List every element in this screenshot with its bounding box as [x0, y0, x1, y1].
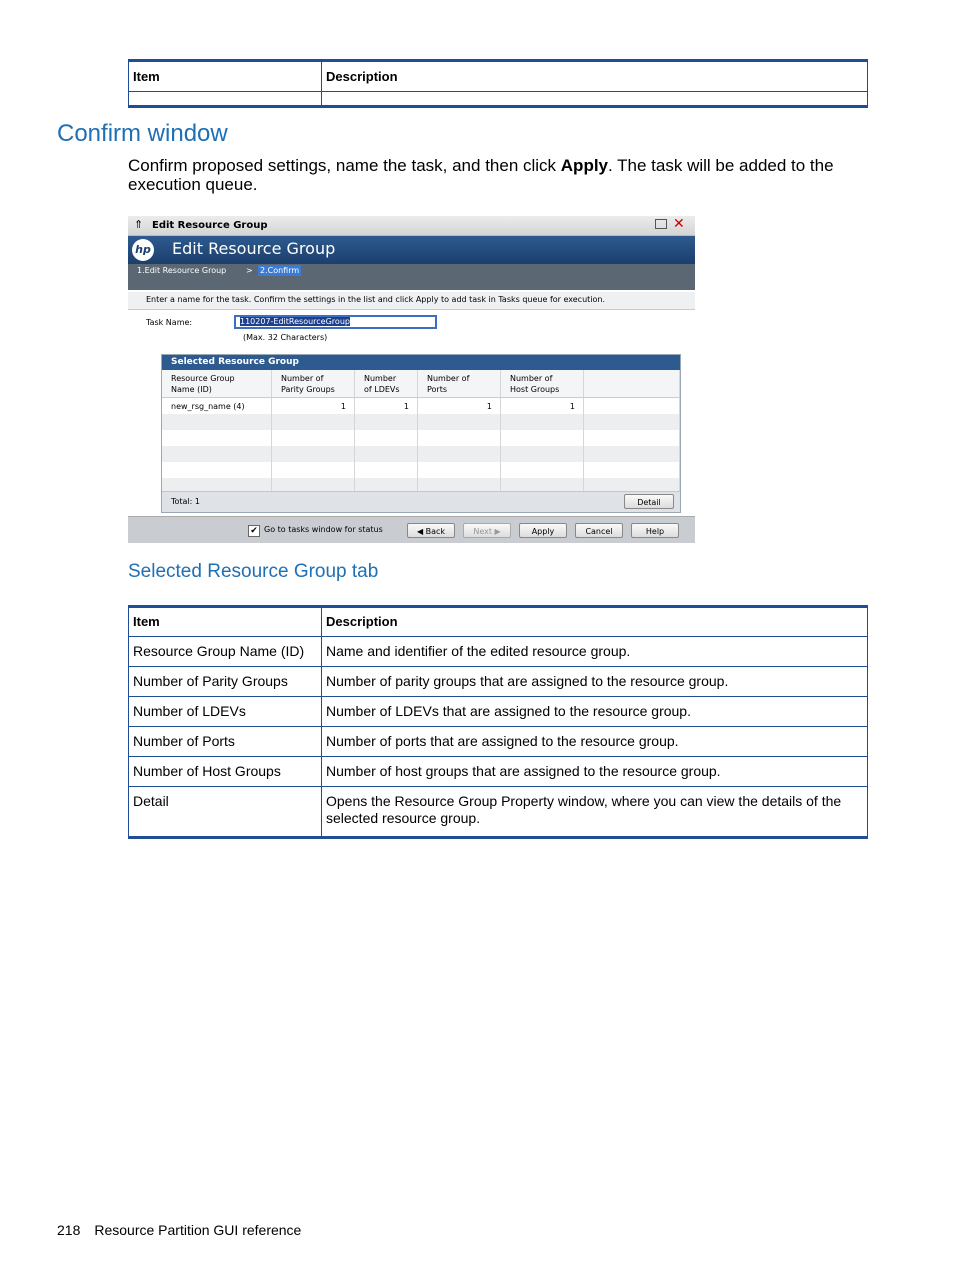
- top-table: [128, 59, 868, 108]
- panel-footer: [162, 491, 680, 512]
- cell-description: Number of ports that are assigned to the resource group.: [322, 727, 868, 757]
- banner: [128, 236, 695, 264]
- collapse-icon[interactable]: ⇑: [134, 218, 144, 231]
- body-text-bold: Apply: [560, 156, 609, 175]
- window-title: Edit Resource Group: [152, 220, 268, 231]
- wizard-steps: [128, 264, 695, 290]
- description-table: [128, 605, 868, 839]
- empty-cell: [322, 92, 868, 107]
- cell-item: Detail: [129, 787, 322, 838]
- column-header-name[interactable]: Resource Group Name (ID): [162, 370, 272, 398]
- table-row: [162, 446, 680, 462]
- cell-item: Number of Host Groups: [129, 757, 322, 787]
- window-titlebar: [128, 216, 695, 236]
- table-row: [129, 757, 868, 787]
- task-name-value: 110207-EditResourceGroup: [240, 317, 350, 326]
- step-confirm: 2.Confirm: [260, 266, 300, 275]
- step-edit-resource-group: 1.Edit Resource Group: [137, 266, 227, 275]
- footer-section-title: Resource Partition GUI reference: [94, 1222, 302, 1238]
- next-button[interactable]: Next ▶: [463, 523, 511, 538]
- column-header-host-groups[interactable]: Number of Host Groups: [501, 370, 584, 398]
- cell-ldevs: 1: [355, 398, 418, 415]
- table-row: [129, 787, 868, 838]
- cell-name: new_rsg_name (4): [162, 398, 272, 415]
- go-to-tasks-label: Go to tasks window for status: [264, 525, 383, 534]
- edit-resource-group-window: [128, 216, 695, 543]
- column-header-ldevs[interactable]: Number of LDEVs: [355, 370, 418, 398]
- cell-item: Number of Parity Groups: [129, 667, 322, 697]
- section-heading-confirm-window: Confirm window: [57, 120, 228, 147]
- detail-button[interactable]: Detail: [624, 494, 674, 509]
- help-button[interactable]: Help: [631, 523, 679, 538]
- cell-item: Resource Group Name (ID): [129, 637, 322, 667]
- body-text-post: . The task will be added to the execution queue.: [128, 156, 834, 194]
- apply-button[interactable]: Apply: [519, 523, 567, 538]
- back-button[interactable]: ◀ Back: [407, 523, 455, 538]
- column-header-empty: [584, 370, 680, 398]
- task-name-input[interactable]: [234, 315, 437, 329]
- table-row: [129, 637, 868, 667]
- table-row: [162, 414, 680, 430]
- resource-group-grid: [162, 370, 680, 494]
- table-row: [129, 697, 868, 727]
- cell-description: Opens the Resource Group Property window, where you can view the details of the selected resource group.: [322, 787, 868, 838]
- maximize-icon[interactable]: [655, 219, 667, 229]
- column-header-description: Description: [322, 61, 868, 92]
- section-heading-selected-resource-group-tab: Selected Resource Group tab: [128, 561, 379, 582]
- cell-description: Number of LDEVs that are assigned to the resource group.: [322, 697, 868, 727]
- task-name-label: Task Name:: [146, 318, 193, 327]
- page-number: 218: [57, 1222, 81, 1238]
- hp-logo: hp: [132, 239, 154, 261]
- cell-host-groups: 1: [501, 398, 584, 415]
- table-row: [129, 727, 868, 757]
- close-icon[interactable]: ✕: [673, 216, 685, 232]
- cell-empty: [584, 398, 680, 415]
- column-header-item: Item: [129, 607, 322, 637]
- table-row: [162, 430, 680, 446]
- panel-title: Selected Resource Group: [162, 355, 680, 370]
- cancel-button[interactable]: Cancel: [575, 523, 623, 538]
- total-count: Total: 1: [171, 497, 201, 506]
- window-button-bar: [128, 516, 695, 543]
- table-row: [129, 667, 868, 697]
- page-footer: [57, 1222, 315, 1238]
- cell-ports: 1: [418, 398, 501, 415]
- banner-title: Edit Resource Group: [172, 239, 336, 258]
- cell-description: Name and identifier of the edited resource group.: [322, 637, 868, 667]
- column-header-item: Item: [129, 61, 322, 92]
- task-name-hint: (Max. 32 Characters): [243, 333, 328, 342]
- section-body: [128, 156, 858, 194]
- selected-resource-group-panel: [161, 354, 681, 513]
- instruction-text: Enter a name for the task. Confirm the settings in the list and click Apply to add task in Tasks queue for execution.: [146, 295, 606, 304]
- go-to-tasks-checkbox[interactable]: ✔: [248, 525, 260, 537]
- cell-item: Number of LDEVs: [129, 697, 322, 727]
- instruction-bar: [128, 292, 695, 310]
- column-header-ports[interactable]: Number of Ports: [418, 370, 501, 398]
- cell-parity-groups: 1: [272, 398, 355, 415]
- cell-description: Number of parity groups that are assigned to the resource group.: [322, 667, 868, 697]
- cell-item: Number of Ports: [129, 727, 322, 757]
- cell-description: Number of host groups that are assigned to the resource group.: [322, 757, 868, 787]
- table-row: [162, 462, 680, 478]
- column-header-parity-groups[interactable]: Number of Parity Groups: [272, 370, 355, 398]
- body-text-pre: Confirm proposed settings, name the task, and then click: [128, 156, 561, 175]
- step-separator: >: [246, 266, 253, 275]
- empty-cell: [129, 92, 322, 107]
- column-header-description: Description: [322, 607, 868, 637]
- table-row[interactable]: [162, 398, 680, 415]
